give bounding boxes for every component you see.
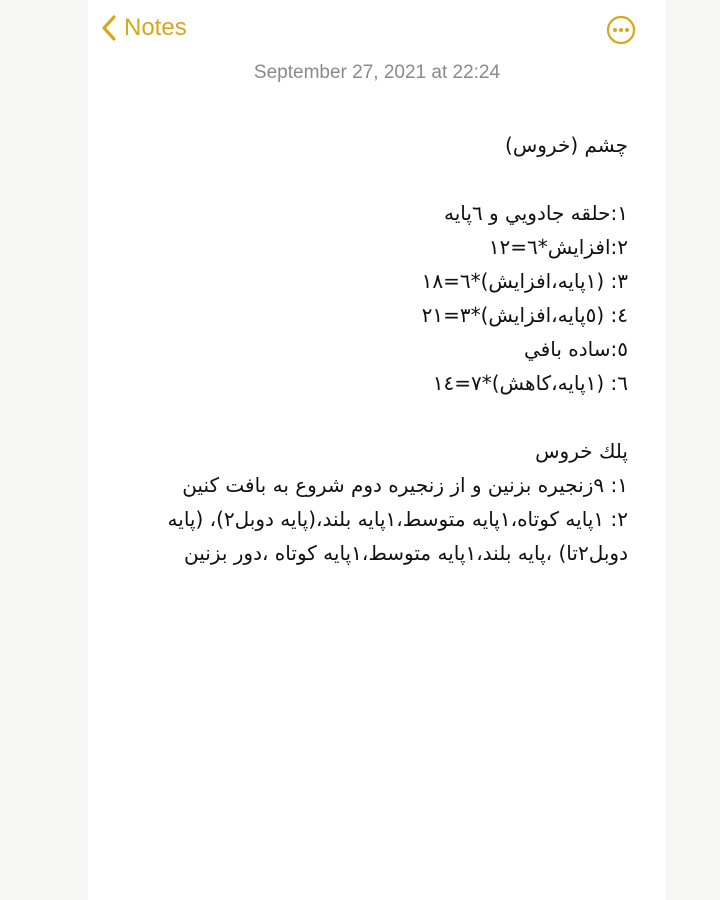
chevron-left-icon: [100, 14, 118, 42]
ellipsis-circle-icon: [606, 15, 636, 45]
pattern-row: ٢:افزايش*٦=١٢: [488, 235, 628, 259]
blank-line: [132, 162, 628, 196]
back-button[interactable]: [100, 14, 187, 42]
more-options-button[interactable]: [606, 15, 636, 45]
note-text-area[interactable]: [132, 128, 628, 570]
blank-line: [132, 400, 628, 434]
section-title-eyelid: پلك خروس: [535, 439, 628, 463]
pattern-row: ٤: (٥پايه،افزايش)*٣=٢١: [421, 303, 628, 327]
pattern-row: ٢: ١پایه کوتاه،١پایه متوسط،١پایه بلند،(پایه دوبل٢)، (پایه دوبل٢تا) ،پایه بلند،١پایه متوسط،١پایه کوتاه ،دور بزنین: [167, 507, 628, 565]
pattern-row: ٦: (١پايه،كاهش)*٧=١٤: [432, 371, 628, 395]
pattern-row: ١:حلقه جادويي و ٦پايه: [443, 201, 628, 225]
pattern-row: ١: ٩زنجیره بزنین و از زنجیره دوم شروع به بافت کنین: [182, 473, 628, 497]
back-label: Notes: [124, 14, 187, 41]
note-timestamp: September 27, 2021 at 22:24: [253, 62, 501, 83]
section-title-eye: چشم (خروس): [505, 133, 628, 157]
pattern-row: ٥:ساده بافي: [524, 337, 628, 361]
pattern-row: ٣: (١پايه،افزايش)*٦=١٨: [421, 269, 628, 293]
